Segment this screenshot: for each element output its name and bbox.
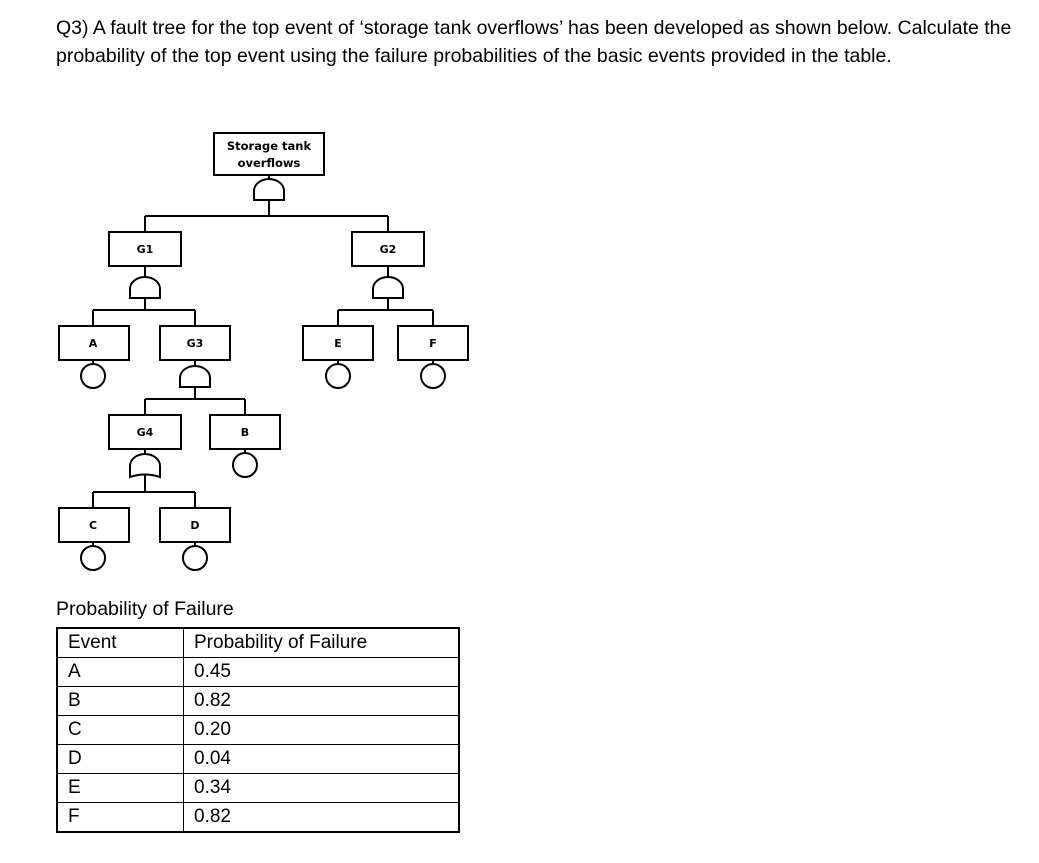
event-label-d: D — [190, 519, 200, 532]
top-event-label-line1: Storage tank — [226, 139, 312, 153]
gate-label-g1: G1 — [136, 243, 154, 256]
event-label-a: A — [88, 337, 98, 350]
table-header-row — [57, 628, 459, 658]
gate-label-g2: G2 — [379, 243, 397, 256]
table-row — [57, 716, 459, 745]
cell-event: C — [57, 716, 184, 745]
basic-event-circle-e — [326, 364, 350, 388]
cell-event: E — [57, 774, 184, 803]
g1-and-gate — [130, 277, 160, 298]
cell-probability: 0.82 — [184, 803, 460, 833]
table-row — [57, 658, 459, 687]
table-row — [57, 774, 459, 803]
cell-probability: 0.82 — [184, 687, 460, 716]
basic-event-circle-b — [233, 453, 257, 477]
gate-label-g3: G3 — [186, 337, 204, 350]
table-row — [57, 803, 459, 833]
cell-event: D — [57, 745, 184, 774]
gate-label-g4: G4 — [136, 426, 154, 439]
g2-and-gate — [373, 277, 403, 298]
event-label-c: C — [88, 519, 98, 532]
cell-probability: 0.34 — [184, 774, 460, 803]
cell-event: F — [57, 803, 184, 833]
header-event: Event — [57, 628, 184, 658]
basic-event-circle-c — [81, 546, 105, 570]
basic-event-circle-a — [81, 364, 105, 388]
event-label-f: F — [429, 337, 437, 350]
g3-and-gate — [180, 366, 210, 387]
basic-event-circle-f — [421, 364, 445, 388]
question-text: Q3) A fault tree for the top event of ‘storage tank overflows’ has been developed as shown below. Calculate the probability of the top event using the failure probabilities of the basic events provided in the table. — [56, 17, 1012, 67]
table-row — [57, 745, 459, 774]
basic-event-circle-d — [183, 546, 207, 570]
event-label-e: E — [334, 337, 342, 350]
g4-or-gate — [130, 454, 160, 477]
cell-event: A — [57, 658, 184, 687]
table-caption: Probability of Failure — [56, 598, 234, 620]
top-and-gate — [254, 179, 284, 200]
event-label-b: B — [240, 426, 250, 439]
header-probability: Probability of Failure — [184, 628, 460, 658]
cell-probability: 0.04 — [184, 745, 460, 774]
cell-event: B — [57, 687, 184, 716]
top-event-label-line2: overflows — [237, 156, 301, 170]
table-row — [57, 687, 459, 716]
probability-table — [56, 627, 460, 833]
cell-probability: 0.45 — [184, 658, 460, 687]
cell-probability: 0.20 — [184, 716, 460, 745]
